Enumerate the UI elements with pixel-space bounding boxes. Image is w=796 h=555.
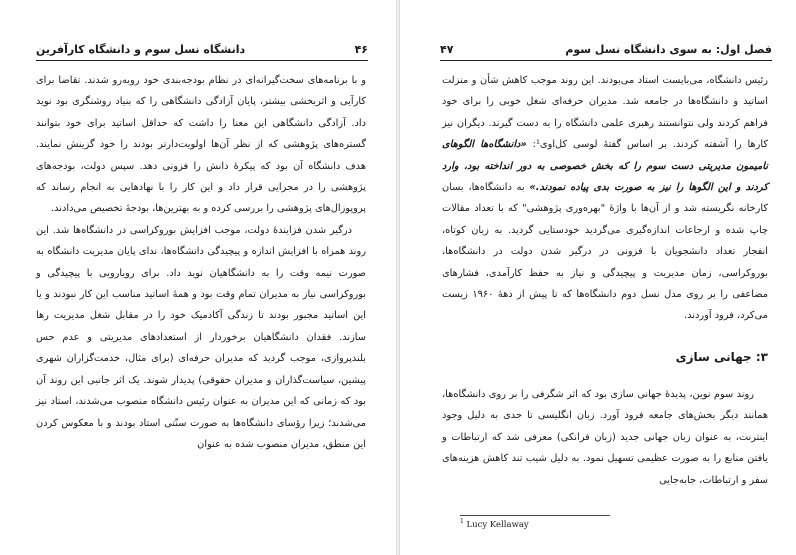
left-page-number: ۴۶: [354, 42, 368, 56]
right-paragraph-1-rest: به دانشگاه‌ها، بسان کارخانه نگریسته شد و از آن‌ها با واژهٔ "بهره‌وری پژوهشی" که با تعداد مقالات چاپ شده و ارجاعات اندازه‌گیری می‌گردید خودستایی گردید. به زبان کوتاه، انفجار تعداد دانشجویان با فزونی در درگیر شدن دولت در دانشگاه‌ها، بوروکراسی، زمان مدیریت و پیچیدگی و نیاز به حفظ کارآمدی، فشارهای مضاعفی را بر روی مدل نسل دوم دانشگاه‌ها که تا پیش از دههٔ ۱۹۶۰ زیست می‌کرد، فرود آوردند.: [442, 182, 768, 322]
right-header-rule: [440, 60, 772, 61]
left-running-title: دانشگاه نسل سوم و دانشگاه کارآفرین: [36, 42, 246, 56]
right-page-number: ۴۷: [440, 42, 454, 56]
left-page-header: [36, 40, 368, 58]
footnote-text: Lucy Kellaway: [466, 519, 529, 530]
left-page: [0, 0, 396, 555]
footnote: [460, 518, 660, 530]
right-page-body-bottom: [442, 384, 768, 491]
right-page-header: [440, 40, 772, 58]
right-paragraph-1-intro: رئیس دانشگاه، می‌بایست استاد می‌بودند. این روند موجب کاهش شأن و منزلت اساتید و دانشگاه‌ها در جامعه شد. مدیران حرفه‌ای شغل خوبی را برای خود فراهم کردند ولی نتوانستند رهبری علمی دانشگاه را به دست گیرند. دیگران نیز کارها را آشفته کردند. بر اساس گفتهٔ لوسی کل‌اوی¹:: [442, 75, 768, 151]
left-header-rule: [36, 60, 368, 61]
left-paragraph-2: درگیر شدن فزایندهٔ دولت، موجب افزایش بوروکراسی در دانشگاه‌ها شد. این روند همراه با افزایش اندازه و پیچیدگی دانشگاه‌ها، ندای پایان مدیریت دانشگاه به صورت نیمه وقت را به دانشگاهیان نوید داد. برای رویارویی با پیچیدگی و بوروکراسی نیاز به مدیران تمام وقت بود و همهٔ اساتید مناسب این کار نبودند و یا این اساتید مجبور بودند تا زندگی آکادمیک خود را در مقابل شغل مدیریت رها سازند. فقدان دانشگاهیان برخوردار از استعدادهای مدیریتی و عدم حس بلندپروازی، موجب گردید که مدیران حرفه‌ای (برای مثال، خدمت‌گزاران شهری پیشین، سیاست‌گذاران و مدیران حقوقی) پدیدار شوند. یک اثر جانبی این روند آن بود که زمانی که این مدیران به عنوان رئیس دانشگاه منصوب می‌شدند، استاد نیز می‌شدند؛ زیرا رؤسای دانشگاه‌ها به صورت سنّتی استاد بودند و با معکوس کردن این منطق، مدیران منصوب شده به عنوان: [36, 224, 366, 450]
kellaway-quote: «دانشگاه‌ها الگوهای نامیمون مدیریتی دست سوم را که بخش خصوصی به دور انداخته بود، وارد کردند و این الگوها را نیز به صورت بدی پیاده نمودند.»: [442, 139, 768, 194]
left-paragraph-1: و با برنامه‌های سخت‌گیرانه‌ای در نظام بودجه‌بندی خود روبه‌رو شدند. تقاضا برای کارآیی و اثربخشی بیشتر، پایان آزادگی دانشگاهی را که بنیاد روشنگری بود نوید داد. آزادگی دانشگاهی این معنا را داشت که حداقل اساتید برای خود بتوانند گستره‌های پژوهشی که از نظر آن‌ها اولویت‌دارتر بودند را خود گزینش نمایند. هدف دانشگاه آن بود که پیکرهٔ دانش را فزونی دهد. سپس دولت، بودجه‌های پژوهشی را در مجرایی قرار داد و این کار را با نهادهایی به انجام رساند که پروپوزال‌های پژوهشی را بررسی کرده و به بهترین‌ها، بودجهٔ تخصیص می‌دادند.: [36, 75, 366, 215]
right-running-title: فصل اول: به سوی دانشگاه نسل سوم: [565, 42, 772, 56]
right-paragraph-2: روند سوم نوین، پدیدهٔ جهانی سازی بود که اثر شگرفی را بر روی دانشگاه‌ها، همانند دیگر بخش‌های جامعه فرود آورد. زبان انگلیسی تا حدی به دلیل وجود اینترنت، به عنوان زبان جهانی جدید (زبان فرانکی) معرفی شد که ارتباطات و یافتن منابع را به صورت عظیمی تسهیل نمود. به دلیل شیب تند کاهش هزینه‌های سفر و ارتباطات، جابه‌جایی: [442, 389, 768, 486]
footnote-rule: [460, 515, 610, 516]
footnote-mark: 1: [460, 518, 464, 525]
right-page-body-top: [442, 70, 768, 327]
section-heading-globalization: ۳: جهانی سازی: [675, 350, 768, 364]
left-page-body: [36, 70, 366, 455]
right-paragraph-1: [442, 70, 768, 327]
